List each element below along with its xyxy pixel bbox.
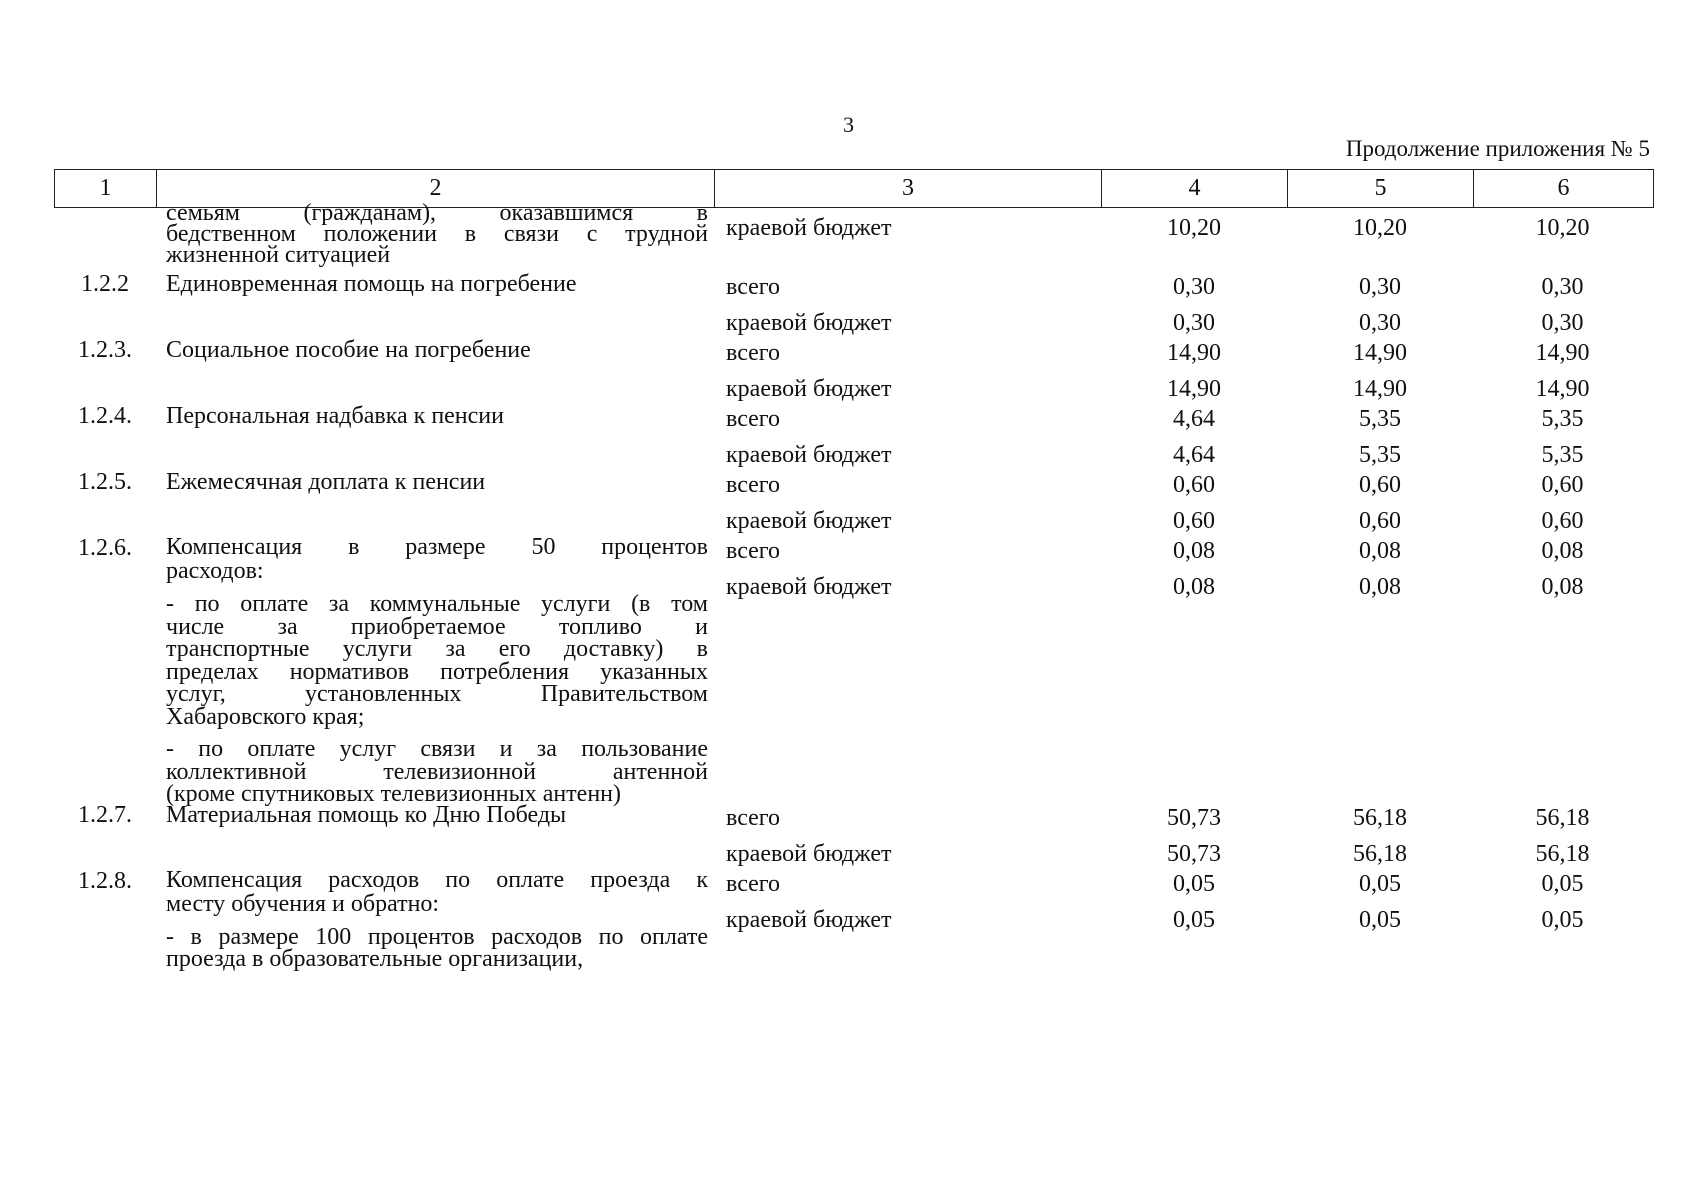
values-col-4 — [1101, 467, 1287, 539]
table-row — [54, 401, 1652, 473]
values-col-5 — [1287, 533, 1473, 605]
title-text: Персональная надбавка к пенсии — [166, 403, 504, 429]
values-col-4 — [1101, 866, 1287, 938]
funding-source: краевой бюджет — [726, 840, 892, 867]
funding-sources — [714, 533, 1101, 605]
funding-sources — [714, 335, 1101, 407]
text-line: числе за приобретаемое топливо и — [166, 613, 708, 640]
value-cell: 10,20 — [1353, 215, 1407, 241]
value-cell: 5,35 — [1541, 442, 1584, 468]
page-number: 3 — [843, 112, 854, 137]
row-title — [156, 269, 714, 298]
header-col-6: 6 — [1557, 175, 1570, 201]
values-col-6 — [1473, 866, 1652, 938]
funding-source: краевой бюджет — [726, 215, 892, 241]
values-col-5 — [1287, 335, 1473, 407]
value-cell: 0,60 — [1173, 472, 1215, 498]
values-col-4 — [1101, 533, 1287, 605]
title-text: Ежемесячная доплата к пенсии — [166, 469, 486, 495]
title-text: Социальное пособие на погребение — [166, 337, 531, 363]
value-cell: 0,60 — [1541, 472, 1584, 498]
row-number: 1.2.6. — [78, 535, 132, 561]
text-line: Хабаровского края; — [166, 703, 365, 730]
funding-source: всего — [726, 340, 781, 366]
text-line: (кроме спутниковых телевизионных антенн) — [166, 781, 622, 807]
value-cell: 0,05 — [1359, 870, 1401, 897]
value-cell: 5,35 — [1541, 406, 1584, 432]
table-body — [54, 200, 1652, 972]
value-cell: 0,05 — [1173, 906, 1215, 933]
value-cell: 0,08 — [1541, 574, 1584, 600]
text-line: - по оплате услуг связи и за пользование — [166, 736, 708, 762]
value-cell: 0,60 — [1173, 508, 1215, 534]
value-cell: 5,35 — [1359, 406, 1401, 432]
value-cell: 0,30 — [1359, 310, 1401, 336]
values-col-4 — [1101, 401, 1287, 473]
text-line: пределах нормативов потребления указанных — [166, 658, 708, 685]
values-col-6 — [1473, 401, 1652, 473]
values-col-4 — [1101, 335, 1287, 407]
table-row — [54, 533, 1652, 806]
values-col-5 — [1287, 467, 1473, 539]
values-col-5 — [1287, 800, 1473, 872]
value-cell: 10,20 — [1535, 215, 1590, 241]
paragraph — [166, 738, 708, 806]
table-row — [54, 200, 1652, 275]
row-title — [156, 533, 714, 806]
value-cell: 0,30 — [1541, 310, 1584, 336]
values-col-5 — [1287, 269, 1473, 341]
values-col-6 — [1473, 467, 1652, 539]
text-line: услуг, установленных Правительством — [166, 681, 708, 707]
value-cell: 0,05 — [1173, 870, 1215, 897]
values-col-6 — [1473, 335, 1652, 407]
value-cell: 0,08 — [1541, 538, 1584, 564]
table-row — [54, 335, 1652, 407]
header-col-1: 1 — [55, 170, 157, 207]
value-cell: 14,90 — [1167, 376, 1221, 402]
row-number: 1.2.2 — [81, 271, 129, 297]
value-cell: 56,18 — [1535, 804, 1590, 831]
value-cell: 0,08 — [1173, 574, 1215, 600]
title-text: Материальная помощь ко Дню Победы — [166, 801, 567, 828]
value-cell: 14,90 — [1535, 340, 1590, 366]
text-line: расходов: — [166, 558, 264, 584]
value-cell: 0,60 — [1541, 508, 1584, 534]
value-cell: 0,05 — [1541, 906, 1584, 933]
table-row — [54, 467, 1652, 539]
row-title — [156, 467, 714, 496]
values-col-5 — [1287, 866, 1473, 938]
funding-source: всего — [726, 472, 781, 498]
value-cell: 56,18 — [1353, 840, 1407, 867]
table-row — [54, 866, 1652, 971]
value-cell: 14,90 — [1167, 340, 1221, 366]
text-line: транспортные услуги за его доставку) в — [166, 636, 708, 662]
value-cell: 4,64 — [1173, 442, 1215, 468]
value-cell: 50,73 — [1167, 840, 1221, 867]
funding-source: краевой бюджет — [726, 310, 892, 336]
value-cell: 0,05 — [1541, 870, 1584, 897]
values-col-6 — [1473, 269, 1652, 341]
row-title — [156, 335, 714, 364]
table-row — [54, 269, 1652, 341]
funding-source: всего — [726, 538, 781, 564]
row-number: 1.2.8. — [78, 867, 132, 894]
header-col-3: 3 — [715, 170, 1102, 207]
paragraph — [166, 593, 708, 728]
value-cell: 0,60 — [1359, 508, 1401, 534]
title-text: Единовременная помощь на погребение — [166, 271, 577, 297]
row-number: 1.2.5. — [78, 469, 132, 495]
text-line: - по оплате за коммунальные услуги (в том — [166, 591, 708, 617]
text-line: Компенсация расходов по оплате проезда к — [166, 866, 708, 893]
row-number — [54, 203, 156, 205]
text-line: семьям (гражданам), оказавшимся в — [166, 200, 708, 226]
text-line: жизненной ситуацией — [166, 242, 391, 268]
funding-source: краевой бюджет — [726, 574, 892, 600]
row-number: 1.2.7. — [78, 801, 132, 828]
row-number: 1.2.4. — [78, 403, 132, 429]
row-number: 1.2.3. — [78, 337, 132, 363]
header-col-2: 2 — [157, 170, 715, 207]
funding-sources — [714, 269, 1101, 341]
appendix-note: Продолжение приложения № 5 — [1345, 136, 1650, 161]
funding-source: краевой бюджет — [726, 906, 892, 933]
text-line: проезда в образовательные организации, — [166, 946, 584, 972]
table-row — [54, 800, 1652, 872]
text-line: - в размере 100 процентов расходов по оплате — [166, 923, 708, 950]
value-cell: 0,08 — [1359, 574, 1401, 600]
funding-sources — [714, 866, 1101, 938]
value-cell: 0,05 — [1359, 906, 1401, 933]
funding-source: всего — [726, 274, 781, 300]
value-cell: 10,20 — [1167, 215, 1221, 241]
value-cell: 0,60 — [1359, 472, 1401, 498]
value-cell: 0,08 — [1359, 538, 1401, 564]
row-title — [156, 401, 714, 430]
values-col-5 — [1287, 401, 1473, 473]
header-col-5: 5 — [1288, 170, 1474, 207]
value-cell: 14,90 — [1535, 376, 1590, 402]
value-cell: 14,90 — [1353, 376, 1407, 402]
row-title — [156, 866, 714, 971]
value-cell: 0,08 — [1173, 538, 1215, 564]
values-col-4 — [1101, 269, 1287, 341]
funding-source: всего — [726, 804, 781, 831]
value-cell: 56,18 — [1353, 804, 1407, 831]
text-line: бедственном положении в связи с трудной — [166, 221, 708, 247]
title-lines — [166, 866, 708, 916]
funding-sources — [714, 401, 1101, 473]
value-cell: 0,30 — [1359, 274, 1401, 300]
values-col-4 — [1101, 800, 1287, 872]
value-cell: 0,30 — [1173, 274, 1215, 300]
text-line: Компенсация в размере 50 процентов — [166, 534, 708, 560]
funding-sources — [714, 467, 1101, 539]
funding-source: краевой бюджет — [726, 376, 892, 402]
text-line: месту обучения и обратно: — [166, 890, 440, 917]
value-cell: 4,64 — [1173, 406, 1215, 432]
text-line: коллективной телевизионной антенной — [166, 758, 708, 785]
row-title — [156, 200, 714, 268]
title-lines — [166, 533, 708, 583]
row-title — [156, 800, 714, 829]
value-cell: 5,35 — [1359, 442, 1401, 468]
value-cell: 50,73 — [1167, 804, 1221, 831]
values-col-6 — [1473, 533, 1652, 605]
funding-sources — [714, 800, 1101, 872]
value-cell: 0,30 — [1173, 310, 1215, 336]
values-col-6 — [1473, 800, 1652, 872]
funding-source: краевой бюджет — [726, 442, 892, 468]
value-cell: 0,30 — [1541, 274, 1584, 300]
funding-source: всего — [726, 406, 781, 432]
value-cell: 56,18 — [1535, 840, 1590, 867]
funding-source: краевой бюджет — [726, 508, 892, 534]
funding-source: всего — [726, 870, 781, 897]
value-cell: 14,90 — [1353, 340, 1407, 366]
header-col-4: 4 — [1102, 170, 1288, 207]
paragraph — [166, 923, 708, 972]
